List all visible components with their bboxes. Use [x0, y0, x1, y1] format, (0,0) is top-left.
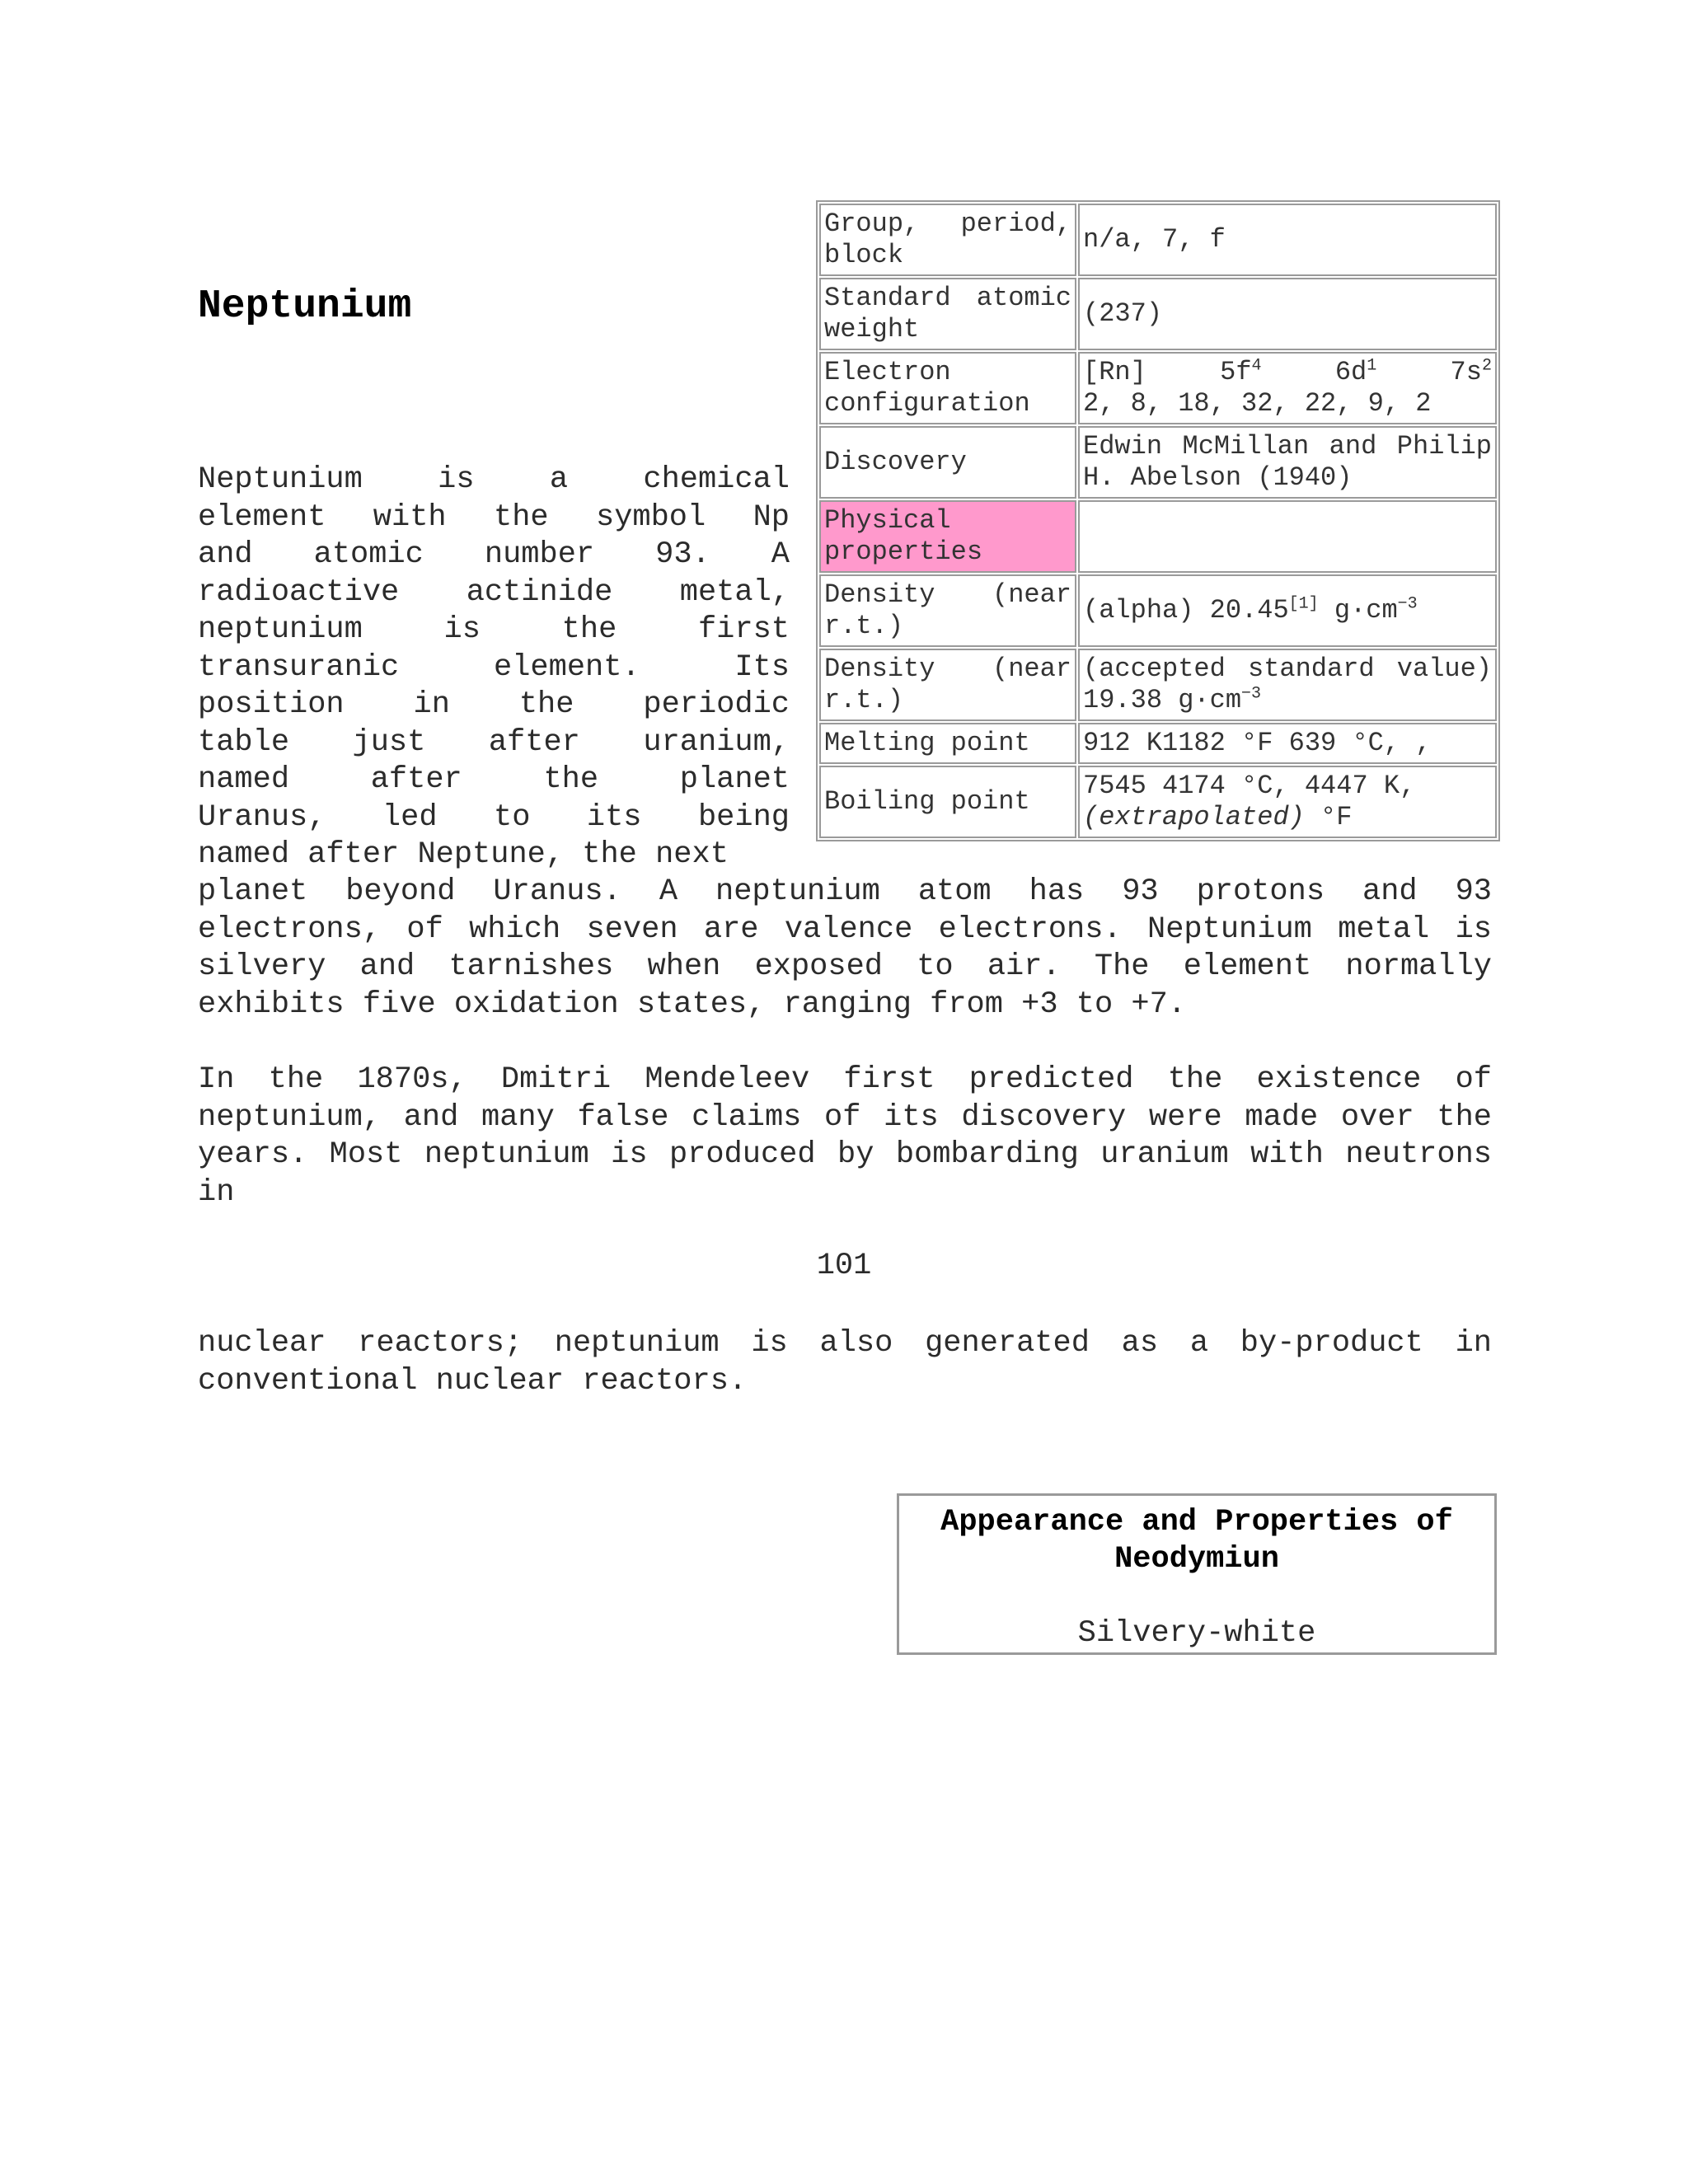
boiling-point-values: 7545 4174 °C, 4447 K,	[1083, 771, 1416, 801]
unit-exponent: −3	[1241, 684, 1262, 704]
density-value: (accepted standard value) 19.38 g·cm	[1083, 654, 1492, 715]
orbital-6d: 6d	[1334, 357, 1367, 387]
intro-line-last: named after Neptune, the next	[198, 837, 729, 872]
electrons-per-shell: 2, 8, 18, 32, 22, 9, 2	[1083, 388, 1432, 419]
infobox-value	[1078, 500, 1497, 573]
infobox-row-boiling-point	[819, 766, 1497, 838]
infobox-value: 912 K1182 °F 639 °C, ,	[1078, 723, 1497, 764]
extrapolated-note: (extrapolated)	[1083, 802, 1305, 832]
infobox-row-group	[819, 204, 1497, 276]
intro-line: transuranic element. Its	[198, 649, 790, 685]
appearance-value: Silvery-white	[1077, 1616, 1316, 1651]
infobox-row-discovery	[819, 426, 1497, 499]
discovery-paragraph: In the 1870s, Dmitri Mendeleev first predicted the existence of neptunium, and many false claims of its discovery were made over the years. Most neptunium is produced by bombarding uranium with neutrons in	[198, 1062, 1492, 1210]
infobox-row-electron-config	[819, 352, 1497, 424]
infobox-row-density-alpha	[819, 574, 1497, 647]
intro-line: and atomic number 93. A	[198, 537, 790, 572]
infobox-label: Group, period, block	[819, 204, 1076, 276]
element-infobox	[816, 200, 1500, 841]
infobox-label: Density (near r.t.)	[819, 649, 1076, 721]
infobox-label: Electron configuration	[819, 352, 1076, 424]
infobox-label: Discovery	[819, 426, 1076, 499]
infobox-label: Density (near r.t.)	[819, 574, 1076, 647]
infobox-row-physical-properties	[819, 500, 1497, 573]
intro-paragraph-wrapped	[198, 462, 790, 874]
infobox-row-atomic-weight	[819, 278, 1497, 350]
orbital-6d-count: 1	[1367, 356, 1377, 376]
appearance-box	[897, 1493, 1497, 1655]
page-title: Neptunium	[198, 284, 412, 329]
intro-line: position in the periodic	[198, 687, 790, 722]
config-6d	[1335, 357, 1376, 388]
density-value: (alpha) 20.45	[1083, 595, 1289, 626]
config-5f	[1220, 357, 1261, 388]
intro-line: table just after uranium,	[198, 724, 790, 760]
infobox-value	[1078, 574, 1497, 647]
infobox-value	[1078, 766, 1497, 838]
infobox-row-melting-point	[819, 723, 1497, 764]
boiling-point-note	[1083, 802, 1492, 833]
boiling-point-unit: °F	[1304, 802, 1353, 832]
orbital-5f-count: 4	[1251, 356, 1262, 376]
config-7s	[1451, 357, 1492, 388]
unit-exponent: −3	[1397, 594, 1418, 614]
infobox-value	[1078, 352, 1497, 424]
appearance-title: Appearance and Properties of Neodymiun	[940, 1505, 1453, 1577]
page-number: 101	[816, 1249, 872, 1283]
reactors-paragraph: nuclear reactors; neptunium is also generated as a by-product in conventional nuclear reactors.	[198, 1326, 1492, 1399]
infobox-label: Melting point	[819, 723, 1076, 764]
infobox-value: (237)	[1078, 278, 1497, 350]
infobox-value: Edwin McMillan and Philip H. Abelson (1940)	[1078, 426, 1497, 499]
infobox-value: n/a, 7, f	[1078, 204, 1497, 276]
infobox-label: Boiling point	[819, 766, 1076, 838]
infobox-row-density-standard	[819, 649, 1497, 721]
config-core: [Rn]	[1083, 357, 1146, 387]
intro-line: Uranus, led to its being	[198, 799, 790, 835]
orbital-7s: 7s	[1450, 357, 1482, 387]
intro-line: radioactive actinide metal,	[198, 574, 790, 610]
orbital-5f: 5f	[1220, 357, 1252, 387]
orbital-7s-count: 2	[1481, 356, 1492, 376]
infobox-label: Standard atomic weight	[819, 278, 1076, 350]
intro-line: Neptunium is a chemical	[198, 462, 790, 497]
intro-line: named after the planet	[198, 762, 790, 797]
infobox-value	[1078, 649, 1497, 721]
electron-config-shells	[1083, 357, 1492, 388]
citation-ref: [1]	[1288, 594, 1319, 614]
infobox-section-header: Physical properties	[819, 500, 1076, 573]
density-unit: g·cm	[1318, 595, 1398, 626]
intro-paragraph-continued: planet beyond Uranus. A neptunium atom has 93 protons and 93 electrons, of which seven are valence electrons. Neptunium metal is silvery and tarnishes when exposed to air. The element normally exhibits five oxidation states, ranging from +3 to +7.	[198, 874, 1492, 1022]
intro-line: element with the symbol Np	[198, 499, 790, 535]
intro-line: neptunium is the first	[198, 612, 790, 647]
